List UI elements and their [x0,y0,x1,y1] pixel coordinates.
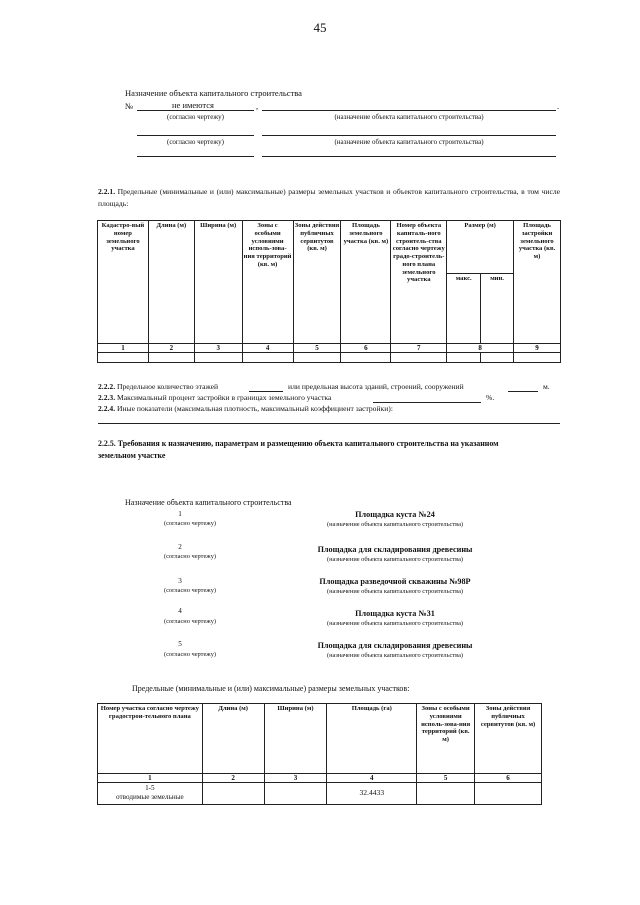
section-2-2-3-number: 2.2.3. [98,393,116,402]
object-3-name-cap: (назначение объекта капитального строительства) [326,588,464,595]
t2-row-name: отводимые земельные [115,792,184,801]
object-4-cap: (согласно чертежу) [163,618,217,625]
t1-num-7: 7 [391,344,447,353]
section-2-2-1-text: Предельные (минимальные и (или) максимальные) размеры земельных участков и объектов капитального строительства, в том числе площадь: [98,187,560,208]
t2-header-plot-number: Номер участка согласно чертежу градострои-тельного плана [98,704,203,774]
section-2-2-2-unit: м. [543,382,550,391]
object-3-cap: (согласно чертежу) [163,587,217,594]
object-3-name: Площадка разведочной скважины №98Р [319,577,471,586]
t2-header-area: Площадь (га) [327,704,417,774]
t2-row-width [264,783,327,805]
t2-header-servitudes: Зоны действия публичных сервитутов (кв. м) [475,704,542,774]
t2-num-4: 4 [327,774,417,783]
top-heading: Назначение объекта капитального строительства [125,88,302,98]
object-2-name: Площадка для складирования древесины [317,545,473,554]
t2-row-plot [98,783,203,805]
t2-header-width: Ширина (м) [264,704,327,774]
t2-row-num: 1-5 [145,784,155,793]
top-cap-drawing-1: (согласно чертежу) [166,113,225,121]
t1-num-5: 5 [293,344,341,353]
top-comma: , [256,101,259,111]
t1-num-8: 8 [447,344,514,353]
t1-subheader-max: макс. [447,274,481,344]
t1-empty-cell [447,353,481,363]
t1-header-width: Ширина (м) [194,221,242,344]
table-2 [97,703,542,805]
object-1-cap: (согласно чертежу) [163,520,217,527]
t1-empty-cell [148,353,194,363]
t1-header-size: Размер (м) [447,221,514,274]
t1-empty-cell [341,353,391,363]
top-name-line-3 [262,156,556,157]
top-cap-name-2: (назначение объекта капитального строительства) [334,138,484,146]
section-2-2-2-text-2: или предельная высота зданий, строений, сооружений [288,382,464,391]
t1-empty-cell [514,353,561,363]
t2-num-6: 6 [475,774,542,783]
t1-header-servitudes: Зоны действия публичных сервитутов (кв. м) [293,221,341,344]
section-2-2-3-unit: %. [486,393,495,402]
t2-num-5: 5 [417,774,475,783]
other-indicators-line [98,423,560,424]
t1-num-6: 6 [341,344,391,353]
object-5-name: Площадка для складирования древесины [317,641,473,650]
t2-row-zones [417,783,475,805]
top-cap-name-1: (назначение объекта капитального строительства) [334,113,484,121]
t1-num-4: 4 [242,344,293,353]
section-2-2-4 [98,403,393,415]
t1-header-object-number: Номер объекта капиталь-ного строитель-ства согласно чертежу градо-строитель-ного плана земельного участка [391,221,447,344]
section-2-2-1 [98,186,560,210]
t2-header-zones: Зоны с особыми условиями исполь-зова-ния территорий (кв. м) [417,704,475,774]
section-2-2-1-number: 2.2.1. [98,187,116,196]
section-2-2-2-number: 2.2.2. [98,382,116,391]
top-no-line-2 [137,135,254,136]
table-1 [97,220,561,363]
t2-header-length: Длина (м) [202,704,264,774]
page-number: 45 [313,20,327,35]
object-4-name: Площадка куста №31 [355,609,435,618]
top-no-label: № [125,101,134,111]
top-no-value: не имеются [172,100,214,110]
top-cap-drawing-2: (согласно чертежу) [166,138,225,146]
top-name-line-1 [262,110,556,111]
section-2-2-3-text: Максимальный процент застройки в границах земельного участка [115,393,332,402]
t1-num-1: 1 [98,344,149,353]
t1-header-zones: Зоны с особыми условиями исполь-зова-ния территорий (кв. м) [242,221,293,344]
height-line [508,391,538,392]
object-5-cap: (согласно чертежу) [163,651,217,658]
t2-num-3: 3 [264,774,327,783]
section-2-2-4-text: Иные показатели (максимальная плотность, максимальный коэффициент застройки): [115,404,393,413]
t1-num-2: 2 [148,344,194,353]
object-2-cap: (согласно чертежу) [163,553,217,560]
object-1-name-cap: (назначение объекта капитального строительства) [326,521,464,528]
top-no-line-3 [137,156,254,157]
t2-num-2: 2 [202,774,264,783]
t1-num-3: 3 [194,344,242,353]
object-5-name-cap: (назначение объекта капитального строительства) [326,652,464,659]
t1-header-length: Длина (м) [148,221,194,344]
object-1-name: Площадка куста №24 [355,510,435,519]
t1-header-built-area: Площадь застройки земельного участка (кв. м) [514,221,561,344]
top-dot: . [557,101,560,111]
top-no-line [137,110,254,111]
t2-row-length [202,783,264,805]
object-4-number: 4 [178,607,182,615]
top-name-line-2 [262,135,556,136]
objects-heading: Назначение объекта капитального строительства [125,498,292,507]
t1-empty-cell [194,353,242,363]
t1-empty-cell [293,353,341,363]
t1-empty-cell [481,353,514,363]
t1-num-9: 9 [514,344,561,353]
t1-empty-cell [391,353,447,363]
table-2-intro: Предельные (минимальные и (или) максимальные) размеры земельных участков: [132,684,410,693]
t1-subheader-min: мин. [481,274,514,344]
t1-header-area: Площадь земельного участка (кв. м) [341,221,391,344]
object-4-name-cap: (назначение объекта капитального строительства) [326,620,464,627]
t2-row-area: 32.4433 [327,783,417,805]
t1-empty-cell [98,353,149,363]
section-2-2-5-title: 2.2.5. Требования к назначению, параметрам и размещению объекта капитального строительства на указанном земельном участке [98,439,499,460]
t1-empty-cell [242,353,293,363]
section-2-2-2-text-1: Предельное количество этажей [115,382,219,391]
object-1-number: 1 [178,510,182,518]
object-3-number: 3 [178,577,182,585]
t1-header-cadastral: Кадастро-вый номер земельного участка [98,221,149,344]
t2-row-servitudes [475,783,542,805]
object-2-name-cap: (назначение объекта капитального строительства) [326,556,464,563]
t2-num-1: 1 [98,774,203,783]
section-2-2-4-number: 2.2.4. [98,404,116,413]
object-5-number: 5 [178,640,182,648]
object-2-number: 2 [178,543,182,551]
